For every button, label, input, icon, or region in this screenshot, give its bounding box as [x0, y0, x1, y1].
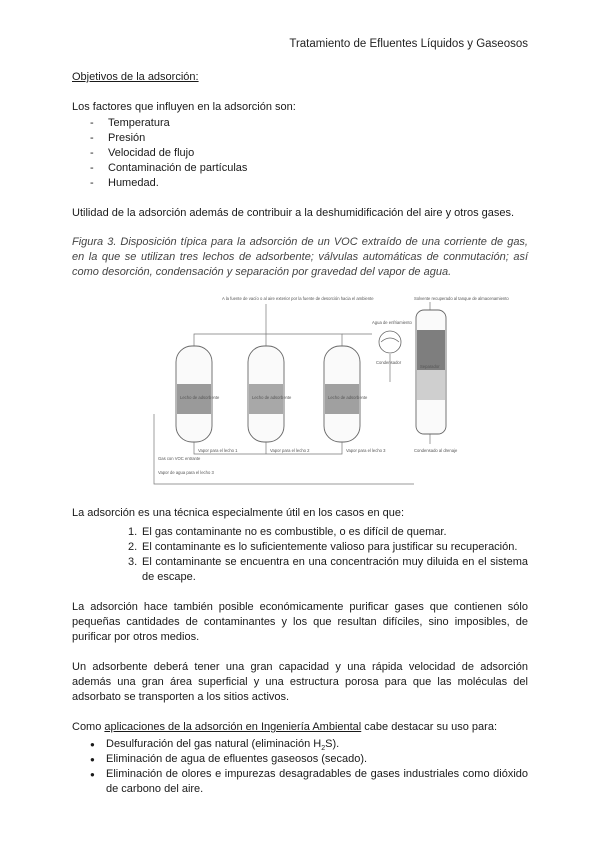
applications-list — [72, 737, 528, 797]
subscript: 2 — [321, 745, 326, 753]
item-number: 3. — [128, 556, 138, 568]
label-condenser: Condensador — [376, 360, 402, 365]
list-item: ● Eliminación de agua de efluentes gaseosos (secado). — [90, 752, 528, 767]
list-item: - Humedad. — [90, 176, 528, 191]
section-heading: Objetivos de la adsorción: — [72, 71, 199, 83]
adsorption-diagram — [114, 294, 514, 494]
list-item — [90, 737, 528, 752]
label-steam2: Vapor para el lecho 2 — [270, 448, 310, 453]
label-steam1: Vapor para el lecho 1 — [198, 448, 238, 453]
list-item: - Temperatura — [90, 116, 528, 131]
adsorber-1 — [176, 346, 212, 442]
paragraph-purify: La adsorción hace también posible económicamente purificar gases que contienen sólo pequeñas cantidades de contaminantes y los que resultan difíciles, sino imposibles, de purificar por otros medios. — [72, 601, 528, 643]
separator-vessel — [416, 310, 446, 434]
label-bed3: Lecho de adsorbente — [328, 395, 368, 400]
cases-intro: La adsorción es una técnica especialmente útil en los casos en que: — [72, 507, 405, 519]
list-item: - Presión — [90, 131, 528, 146]
list-item — [128, 525, 528, 540]
cases-list — [72, 525, 528, 585]
item-text: El contaminante es lo suficientemente valioso para justificar su recuperación. — [142, 541, 518, 553]
adsorber-2 — [248, 346, 284, 442]
label-top-note: A la fuente de vacío o al aire exterior por la fuente de desorción hacia el ambiente — [222, 296, 374, 301]
factors-intro: Los factores que influyen en la adsorción son: — [72, 101, 296, 113]
label-top-right: Solvente recuperado al tanque de almacenamiento — [414, 296, 509, 301]
applications-link: aplicaciones de la adsorción en Ingeniería Ambiental — [104, 721, 362, 733]
item-number: 1. — [128, 526, 138, 538]
factors-list — [72, 116, 528, 191]
item-text: El contaminante se encuentra en una concentración muy diluida en el sistema de escape. — [142, 556, 528, 583]
label-bed1: Lecho de adsorbente — [180, 395, 220, 400]
label-gas-in: Gas con VOC entrante — [158, 456, 201, 461]
list-item — [128, 555, 528, 585]
applications-intro — [72, 720, 528, 735]
label-bed2: Lecho de adsorbente — [252, 395, 292, 400]
condenser-icon — [379, 331, 401, 353]
page-content — [72, 70, 528, 797]
list-item: - Contaminación de partículas — [90, 161, 528, 176]
list-item: ● Eliminación de olores e impurezas desagradables de gases industriales como dióxido de carbono del aire. — [90, 767, 528, 797]
list-item — [128, 540, 528, 555]
item-text: Desulfuración del gas natural (eliminación H — [106, 738, 322, 750]
label-separator: Separador — [420, 364, 440, 369]
utility-text: Utilidad de la adsorción además de contribuir a la deshumidificación del aire y otros gases. — [72, 207, 515, 219]
item-text: El gas contaminante no es combustible, o es difícil de quemar. — [142, 526, 447, 538]
label-steam3: Vapor para el lecho 3 — [346, 448, 386, 453]
diagram-svg — [114, 294, 514, 494]
item-text-end: S). — [325, 738, 340, 750]
page-header: Tratamiento de Efluentes Líquidos y Gaseosos — [289, 38, 528, 50]
applications-prefix: Como — [72, 721, 105, 733]
list-item: - Velocidad de flujo — [90, 146, 528, 161]
applications-suffix: cabe destacar su uso para: — [361, 721, 497, 733]
label-bottom-note: Vapor de agua para el lecho 3 — [158, 470, 214, 475]
label-water: Agua de enfriamiento — [372, 320, 412, 325]
paragraph-adsorbent: Un adsorbente deberá tener una gran capacidad y una rápida velocidad de adsorción además una gran área superficial y una estructura porosa para que las moléculas del adsorbato se transporten a los sitios activos. — [72, 661, 528, 703]
label-water-out: Condensado al drenaje — [414, 448, 458, 453]
figure-caption: Figura 3. Disposición típica para la adsorción de un VOC extraído de una corriente de gas, en la que se utilizan tres lechos de adsorbente; válvulas automáticas de conmutación; así como desorción, condensación y separación por gravedad del vapor de agua. — [72, 236, 528, 278]
adsorber-3 — [324, 346, 360, 442]
item-number: 2. — [128, 541, 138, 553]
